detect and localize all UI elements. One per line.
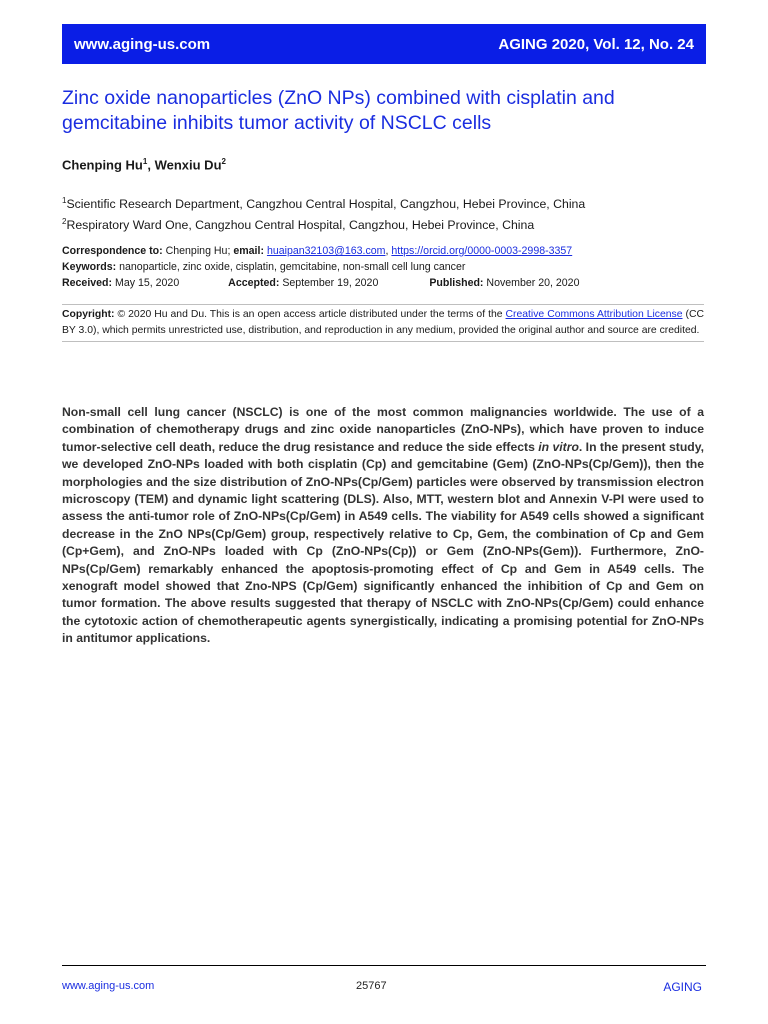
journal-website-link[interactable]: www.aging-us.com [74, 35, 211, 53]
footer-journal-name: AGING [663, 980, 702, 994]
copyright-notice [62, 304, 704, 342]
abstract-italic-term: in vitro [538, 439, 579, 454]
copyright-label: Copyright: [62, 309, 115, 320]
correspondence-label: Correspondence to: [62, 245, 163, 257]
author-name: Chenping Hu [62, 157, 143, 173]
affiliation-item [62, 192, 585, 213]
author-name: Wenxiu Du [154, 157, 222, 173]
article-metadata [62, 243, 579, 291]
email-link[interactable]: huaipan32103@163.com [266, 245, 386, 257]
keywords-text: nanoparticle, zinc oxide, cisplatin, gemcitabine, non-small cell lung cancer [119, 261, 466, 273]
orcid-link[interactable]: https://orcid.org/0000-0003-2998-3357 [391, 245, 573, 257]
affiliation-mark: 1 [62, 196, 67, 205]
copyright-text-continued: (CC BY 3.0), which permits unrestricted use, distribution, and reproduction in any medium, provided the original author and source are credited. [62, 309, 704, 336]
article-title [62, 86, 702, 136]
published-label: Published: [429, 277, 484, 289]
correspondence-name: Chenping Hu; [165, 245, 231, 257]
accepted-date: September 19, 2020 [282, 277, 379, 289]
title-line: Zinc oxide nanoparticles (ZnO NPs) combined with cisplatin and [62, 87, 615, 109]
license-link[interactable]: Creative Commons Attribution License [505, 309, 683, 320]
published-date: November 20, 2020 [486, 277, 580, 289]
abstract-text-continued: . In the present study, we developed ZnO-NPs loaded with both cisplatin (Cp) and gemcitabine (Gem) (ZnO-NPs(Cp/Gem)), then the morphologies and the size distribution of ZnO-NPs(Cp/Gem) particles were observed by transmission electron microscopy (TEM) and dynamic light scattering (DLS). Also, MTT, western blot and Annexin V-PI were used to assess the anti-tumor role of ZnO-NPs(Cp/Gem) in A549 cells. The viability for A549 cells showed a significant decrease in the ZnO NPs(Cp/Gem) group, respectively relative to Cp, Gem, the combination of Cp and Gem (Cp+Gem), and ZnO-NPs loaded with Cp (ZnO-NPs(Cp)) or Gem (ZnO-NPs(Gem)). Furthermore, ZnO-NPs(Cp/Gem) remarkably enhanced the apoptosis-promoting effect of Cp and Gem in A549 cells. The xenograft model showed that Zno-NPS (Cp/Gem) significantly enhanced the inhibition of Cp and Gem on tumor formation. The above results suggested that therapy of NSCLC with ZnO-NPs(Cp/Gem) could enhance the cytotoxic action of chemotherapeutic agents synergistically, indicating a promising potential for ZnO-NPs in antitumor applications. [62, 439, 704, 646]
title-line: gemcitabine inhibits tumor activity of NSCLC cells [62, 112, 492, 134]
abstract-text: Non-small cell lung cancer (NSCLC) is one of the most common malignancies worldwide. The use of a combination of chemotherapy drugs and zinc oxide nanoparticles (ZnO-NPs), which have proven to induce tumor-selective cell death, reduce the drug resistance and reduce the side effects [62, 405, 704, 454]
author-list [62, 157, 226, 172]
journal-header-bar [62, 24, 706, 64]
author-separator: , [147, 157, 155, 173]
dates-line [62, 275, 579, 291]
author-affiliation-mark: 1 [142, 157, 148, 166]
affiliation-item [62, 213, 585, 234]
abstract [62, 404, 704, 648]
affiliation-text: Scientific Research Department, Cangzhou Central Hospital, Cangzhou, Hebei Province, China [66, 197, 586, 212]
page-number: 25767 [356, 980, 387, 992]
affiliation-mark: 2 [62, 217, 67, 227]
journal-issue-label: AGING 2020, Vol. 12, No. 24 [498, 35, 694, 53]
keywords-label: Keywords: [62, 261, 117, 273]
affiliations [62, 192, 585, 234]
separator: , [385, 245, 392, 257]
received-label: Received: [62, 277, 113, 289]
affiliation-text: Respiratory Ward One, Cangzhou Central Hospital, Cangzhou, Hebei Province, China [66, 218, 535, 233]
accepted-label: Accepted: [228, 277, 280, 289]
received-date: May 15, 2020 [115, 277, 180, 289]
author-affiliation-mark: 2 [221, 157, 226, 166]
correspondence-line [62, 243, 579, 259]
keywords-line [62, 259, 579, 275]
copyright-text: © 2020 Hu and Du. This is an open access article distributed under the terms of the [117, 309, 503, 320]
footer-divider [62, 965, 706, 966]
email-label: email: [233, 245, 264, 257]
footer-website-link[interactable]: www.aging-us.com [62, 980, 155, 992]
